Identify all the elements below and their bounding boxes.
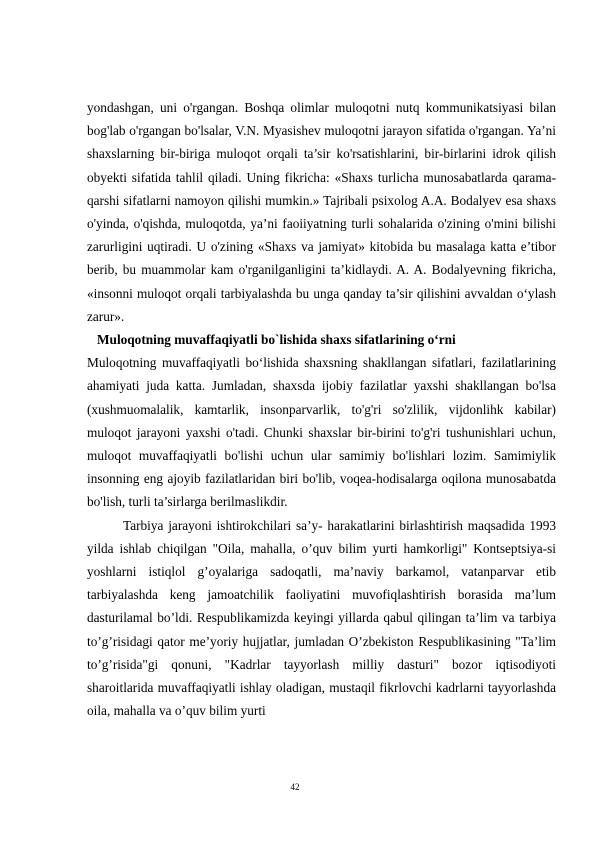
document-body: [87, 96, 556, 722]
paragraph: Tarbiya jarayoni ishtirokchilari sa’y- harakatlarini birlashtirish maqsadida 1993 yilda ishlab chiqilgan "Oila, mahalla, o’quv bilim yurti hamkorligi" Kontseptsiya-si yoshlarni istiqlol g’oyalariga sadoqatli, ma’naviy barkamol, vatanparvar etib tarbiyalashda keng jamoatchilik faoliyatini muvofiqlashtirish borasida ma’lum dasturilamal bo’ldi. Respublikamizda keyingi yillarda qabul qilingan ta’lim va tarbiya to’g’risidagi qator me’yoriy hujjatlar, jumladan O’zbekiston Respublikasining "Ta’lim to’g’risida"gi qonuni, "Kadrlar tayyorlash milliy dasturi" bozor iqtisodiyoti sharoitlarida muvaffaqiyatli ishlay oladigan, mustaqil fikrlovchi kadrlarni tayyorlashda oila, mahalla va o’quv bilim yurti: [87, 517, 556, 719]
section-heading: Muloqotning muvaffaqiyatli bo`lishida shaxs sifatlarining o‘rni: [97, 332, 456, 348]
paragraph: yondashgan, uni o'rgangan. Boshqa olimlar muloqotni nutq kommunikatsiyasi bilan bog'lab o'rgangan bo'lsalar, V.N. Myasishev muloqotni jarayon sifatida o'rgangan. Ya’ni shaxslarning bir-biriga muloqot orqali ta’sir ko'rsatishlarini, bir-birlarini idrok qilish obyekti sifatida tahlil qiladi. Uning fikricha: «Shaxs turlicha munosabatlarda qarama-qarshi sifatlarni namoyon qilishi mumkin.» Tajribali psixolog A.A. Bodalyev esa shaxs o'yinda, o'qishda, muloqotda, ya’ni faoiiyatning turli sohalarida o'zining o'mini bilishi zarurligini uqtiradi. U o'zining «Shaxs va jamiyat» kitobida bu masalaga katta e’tibor berib, bu muammolar kam o'rganilganligini ta’kidlaydi. A. A. Bodalyevning fikricha, «insonni muloqot orqali tarbiyalashda bu unga qanday ta’sir qilishini avvaldan o‘ylash zarur».: [87, 100, 556, 324]
paragraph: Muloqotning muvaffaqiyatli bo‘lishida shaxsning shakllangan sifatlari, fazilatlarining ahamiyati juda katta. Jumladan, shaxsda ijobiy fazilatlar yaxshi shakllangan bo'lsa (xushmuomalalik, kamtarlik, insonparvarlik, to'g'ri so'zlilik, vijdonlihk kabilar) muloqot jarayoni yaxshi o'tadi. Chunki shaxslar bir-birini to'g'ri tushunishlari uchun, muloqot muvaffaqiyatli bo'lishi uchun ular samimiy bo'lishlari lozim. Samimiylik insonning eng ajoyib fazilatlaridan biri bo'lib, voqea-hodisalarga oqilona munosabatda bo'lish, turli ta’sirlarga berilmaslikdir.: [87, 355, 556, 510]
page-number: 42: [290, 782, 300, 792]
